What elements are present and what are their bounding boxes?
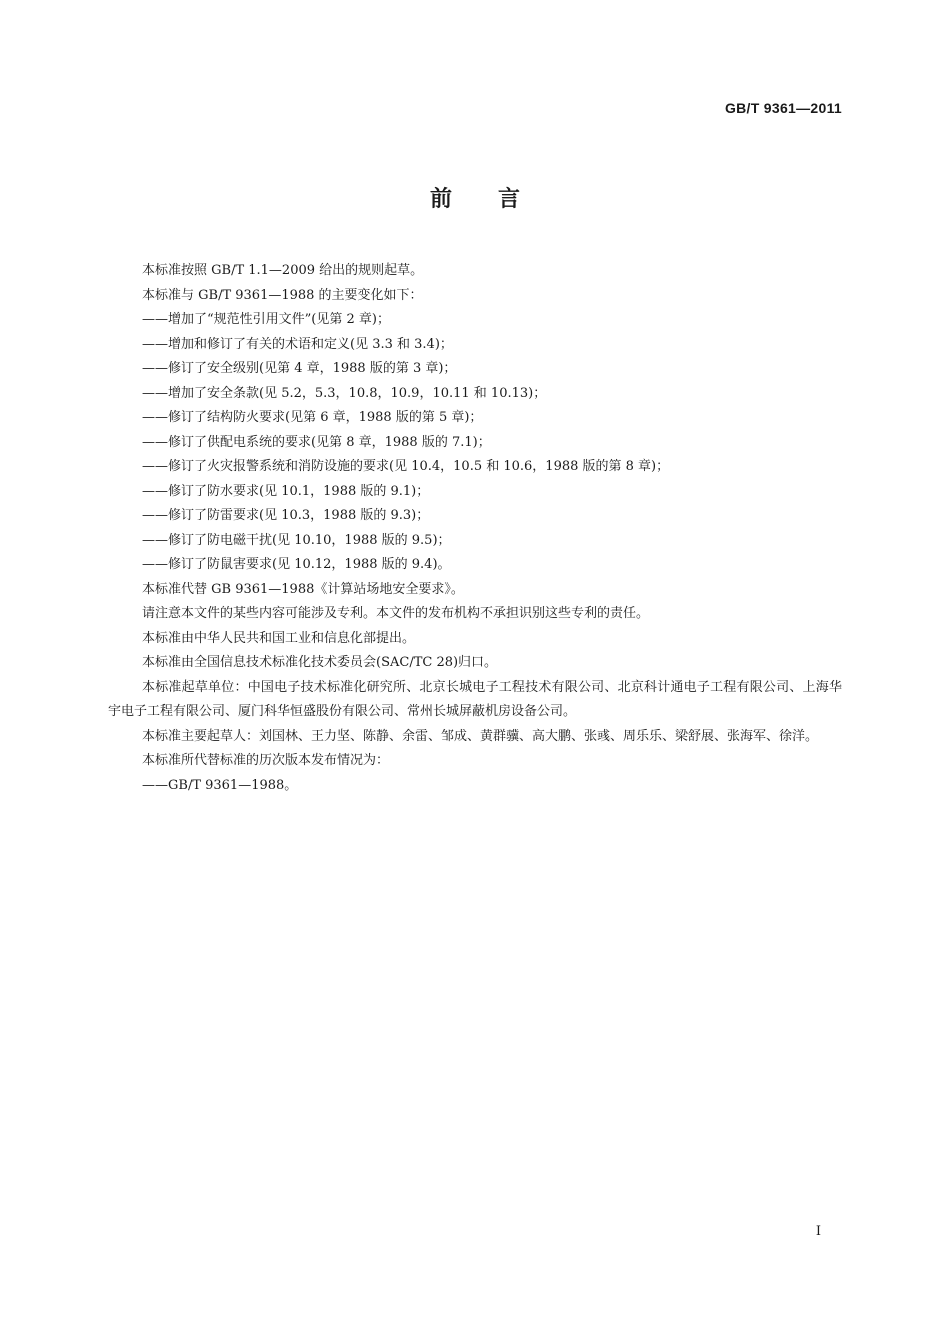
paragraph: 本标准由全国信息技术标准化技术委员会(SAC/TC 28)归口。 <box>142 655 498 670</box>
paragraph: 本标准由中华人民共和国工业和信息化部提出。 <box>142 630 416 646</box>
change-item: ——修订了供配电系统的要求(见第 8 章，1988 版的 7.1)； <box>142 434 491 450</box>
drafting-units-paragraph: 本标准起草单位：中国电子技术标准化研究所、北京长城电子工程技术有限公司、北京科计通电子工程有限公司、上海华宇电子工程有限公司、厦门科华恒盛股份有限公司、常州长城屏蔽机房设备公司。 <box>108 679 842 719</box>
drafters-paragraph: 本标准主要起草人：刘国林、王力坚、陈静、余雷、邹成、黄群骥、高大鹏、张彧、周乐乐、梁舒展、张海军、徐洋。 <box>142 728 819 744</box>
change-item: ——增加了“规范性引用文件”(见第 2 章)； <box>142 312 390 327</box>
history-item: ——GB/T 9361—1988。 <box>142 777 298 793</box>
change-item: ——增加了安全条款(见 5.2，5.3，10.8，10.9，10.11 和 10.13)； <box>142 385 547 401</box>
change-item: ——增加和修订了有关的术语和定义(见 3.3 和 3.4)； <box>142 336 453 352</box>
change-item: ——修订了防电磁干扰(见 10.10，1988 版的 9.5)； <box>142 532 451 548</box>
page-title: 前言 <box>429 187 566 212</box>
paragraph: 本标准按照 GB/T 1.1—2009 给出的规则起草。 <box>142 263 424 278</box>
foreword-body <box>108 259 842 798</box>
paragraph: 本标准所代替标准的历次版本发布情况为： <box>142 753 390 768</box>
change-item: ——修订了防雷要求(见 10.3，1988 版的 9.3)； <box>142 508 430 523</box>
change-item: ——修订了火灾报警系统和消防设施的要求(见 10.4，10.5 和 10.6，1988 版的第 8 章)； <box>142 459 670 474</box>
paragraph: 请注意本文件的某些内容可能涉及专利。本文件的发布机构不承担识别这些专利的责任。 <box>142 606 650 621</box>
change-item: ——修订了安全级别(见第 4 章，1988 版的第 3 章)； <box>142 361 457 376</box>
change-item: ——修订了防鼠害要求(见 10.12，1988 版的 9.4)。 <box>142 557 451 572</box>
change-item: ——修订了防水要求(见 10.1，1988 版的 9.1)； <box>142 483 430 499</box>
paragraph: 本标准代替 GB 9361—1988《计算站场地安全要求》。 <box>142 581 464 597</box>
change-item: ——修订了结构防火要求(见第 6 章，1988 版的第 5 章)； <box>142 410 483 425</box>
standard-code: GB/T 9361—2011 <box>724 100 842 116</box>
paragraph: 本标准与 GB/T 9361—1988 的主要变化如下： <box>142 287 423 303</box>
page-number: I <box>815 1224 821 1239</box>
